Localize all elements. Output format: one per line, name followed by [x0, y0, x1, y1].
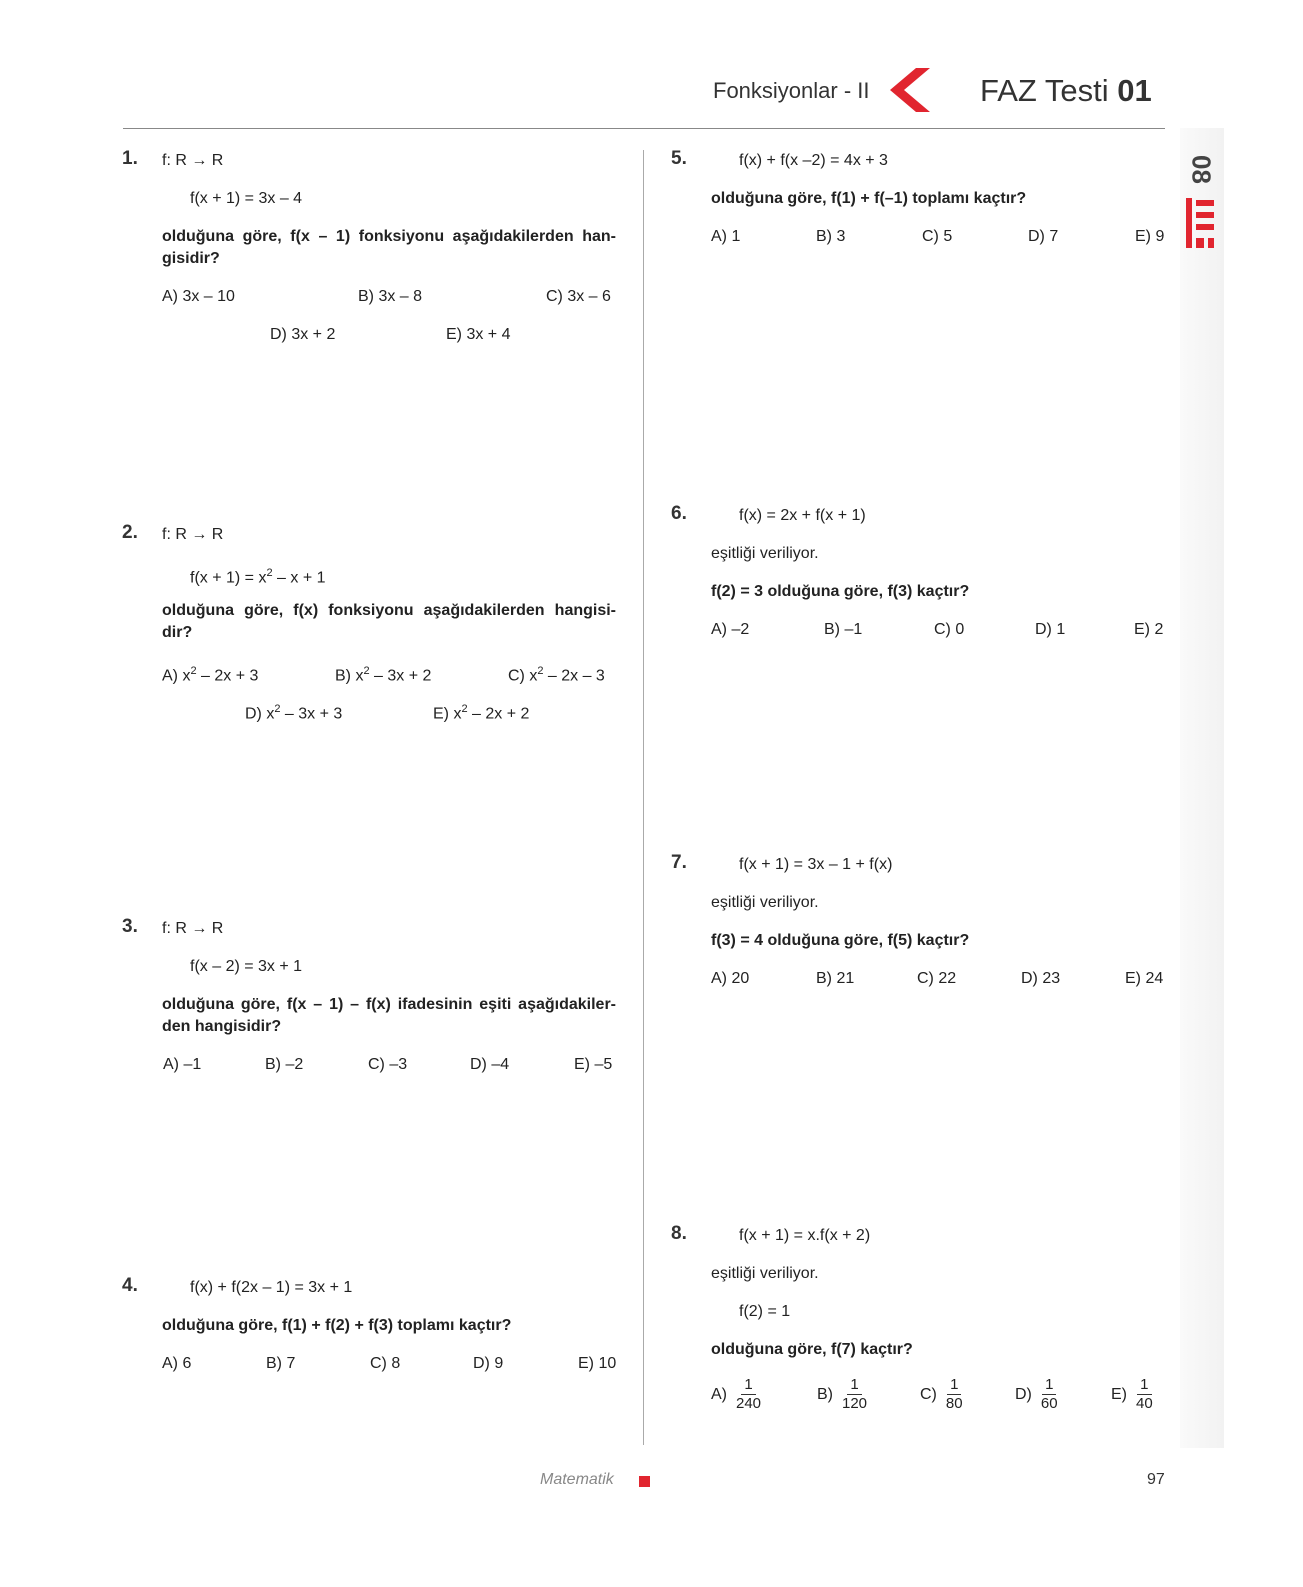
question-equation: f(x) = 2x + f(x + 1): [739, 507, 866, 524]
option-e[interactable]: E) 10: [578, 1355, 617, 1372]
side-strip: [1180, 128, 1224, 1448]
option-b[interactable]: [817, 1376, 870, 1413]
chapter-title: Fonksiyonlar - II: [713, 78, 870, 103]
option-label: E): [1111, 1385, 1127, 1403]
question-number: 4.: [122, 1275, 138, 1296]
question-equation: f(x) + f(2x – 1) = 3x + 1: [190, 1279, 353, 1296]
test-title: [980, 73, 1152, 109]
question-condition: f(2) = 1: [739, 1303, 791, 1320]
option-label: D): [1015, 1385, 1032, 1403]
page-number: 97: [1147, 1471, 1165, 1488]
option-a[interactable]: A) 6: [162, 1355, 192, 1372]
option-a[interactable]: A) 20: [711, 970, 750, 987]
option-fraction: [839, 1376, 870, 1413]
option-a[interactable]: [162, 660, 258, 687]
fraction-numerator: 1: [1042, 1376, 1056, 1395]
option-c[interactable]: C) 0: [934, 621, 965, 638]
option-exponent: 2: [274, 703, 281, 715]
option-d[interactable]: D) –4: [470, 1056, 510, 1073]
question-prompt: olduğuna göre, f(x – 1) fonksiyonu aşağıdakilerden han-gisidir?: [162, 228, 616, 267]
option-exponent: 2: [190, 665, 197, 677]
question-number: 7.: [671, 852, 687, 873]
option-rest: – 2x – 3: [543, 667, 605, 685]
option-d[interactable]: D) 9: [473, 1355, 504, 1372]
side-tag-number: 08: [1186, 155, 1217, 184]
option-d[interactable]: [245, 698, 342, 725]
option-exponent: 2: [363, 665, 370, 677]
question-number: 3.: [122, 916, 138, 937]
option-fraction: [1133, 1376, 1156, 1413]
question-prompt: olduğuna göre, f(7) kaçtır?: [711, 1341, 913, 1358]
option-b[interactable]: B) –2: [265, 1056, 304, 1073]
equation-exponent: 2: [266, 567, 273, 579]
fraction-denominator: 240: [736, 1395, 762, 1412]
fraction-numerator: 1: [847, 1376, 861, 1395]
option-rest: – 2x + 3: [196, 667, 259, 685]
question-prompt: f(3) = 4 olduğuna göre, f(5) kaçtır?: [711, 932, 970, 949]
option-base: C) x: [508, 667, 538, 685]
test-label: FAZ Testi: [980, 73, 1109, 108]
side-tag: [1186, 150, 1216, 190]
option-c[interactable]: [920, 1376, 966, 1413]
option-d[interactable]: [1015, 1376, 1061, 1413]
option-c[interactable]: C) –3: [368, 1056, 408, 1073]
option-c[interactable]: [508, 660, 605, 687]
question-given: eşitliği veriliyor.: [711, 1265, 819, 1282]
option-fraction: [1038, 1376, 1061, 1413]
fraction-numerator: 1: [1137, 1376, 1151, 1395]
option-b[interactable]: [335, 660, 431, 687]
question-equation: [190, 562, 326, 589]
option-exponent: 2: [537, 665, 544, 677]
option-c[interactable]: C) 8: [370, 1355, 401, 1372]
option-e[interactable]: E) –5: [574, 1056, 613, 1073]
question-domain: f: R → R: [162, 526, 224, 543]
column-divider: [643, 150, 644, 1445]
question-equation: f(x – 2) = 3x + 1: [190, 958, 303, 975]
option-rest: – 2x + 2: [467, 705, 530, 723]
option-d[interactable]: D) 23: [1021, 970, 1061, 987]
option-e[interactable]: E) 9: [1135, 228, 1165, 245]
option-a[interactable]: A) 1: [711, 228, 741, 245]
option-a[interactable]: [711, 1376, 764, 1413]
question-number: 6.: [671, 503, 687, 524]
option-c[interactable]: C) 3x – 6: [546, 288, 611, 305]
option-e[interactable]: E) 3x + 4: [446, 326, 511, 343]
question-prompt: olduğuna göre, f(1) + f(2) + f(3) toplamı kaçtır?: [162, 1317, 512, 1334]
option-base: A) x: [162, 667, 191, 685]
header-rule: [123, 128, 1165, 129]
fraction-numerator: 1: [741, 1376, 755, 1395]
option-b[interactable]: B) 3x – 8: [358, 288, 423, 305]
option-base: B) x: [335, 667, 364, 685]
question-prompt: olduğuna göre, f(1) + f(–1) toplamı kaçtır?: [711, 190, 1027, 207]
question-domain: f: R → R: [162, 152, 224, 169]
option-e[interactable]: E) 24: [1125, 970, 1164, 987]
brand-mark-icon: [1186, 198, 1216, 250]
option-d[interactable]: D) 7: [1028, 228, 1059, 245]
chevron-left-icon: [886, 68, 932, 112]
option-base: D) x: [245, 705, 275, 723]
question-number: 5.: [671, 148, 687, 169]
option-c[interactable]: C) 5: [922, 228, 953, 245]
question-number: 2.: [122, 522, 138, 543]
option-c[interactable]: C) 22: [917, 970, 957, 987]
question-given: eşitliği veriliyor.: [711, 894, 819, 911]
option-rest: – 3x + 2: [369, 667, 432, 685]
question-equation: f(x + 1) = 3x – 1 + f(x): [739, 856, 893, 873]
option-label: B): [817, 1385, 833, 1403]
question-prompt: olduğuna göre, f(x – 1) – f(x) ifadesinin eşiti aşağıdakiler-den hangisidir?: [162, 996, 616, 1035]
footer-course: Matematik: [540, 1471, 614, 1488]
option-d[interactable]: D) 1: [1035, 621, 1066, 638]
fraction-denominator: 40: [1136, 1395, 1153, 1412]
footer-square-icon: [639, 1476, 650, 1487]
test-number: 01: [1117, 73, 1152, 108]
option-a[interactable]: A) 3x – 10: [162, 288, 235, 305]
option-a[interactable]: A) –1: [163, 1056, 202, 1073]
option-base: E) x: [433, 705, 462, 723]
question-equation: f(x) + f(x –2) = 4x + 3: [739, 152, 888, 169]
option-label: A): [711, 1385, 727, 1403]
question-number: 1.: [122, 148, 138, 169]
option-rest: – 3x + 3: [280, 705, 343, 723]
question-number: 8.: [671, 1223, 687, 1244]
question-prompt: olduğuna göre, f(x) fonksiyonu aşağıdakilerden hangisi-dir?: [162, 602, 616, 641]
option-exponent: 2: [461, 703, 468, 715]
option-e[interactable]: [433, 698, 529, 725]
fraction-denominator: 60: [1040, 1395, 1058, 1412]
option-a[interactable]: A) –2: [711, 621, 750, 638]
fraction-denominator: 120: [842, 1395, 868, 1412]
fraction-numerator: 1: [947, 1376, 961, 1395]
option-fraction: [943, 1376, 966, 1413]
option-b[interactable]: B) 21: [816, 970, 855, 987]
option-e[interactable]: E) 2: [1134, 621, 1164, 638]
fraction-denominator: 80: [945, 1395, 963, 1412]
option-e[interactable]: [1111, 1376, 1156, 1413]
option-label: C): [920, 1385, 937, 1403]
equation-base: f(x + 1) = x: [190, 569, 267, 587]
option-fraction: [733, 1376, 764, 1413]
question-equation: f(x + 1) = 3x – 4: [190, 190, 303, 207]
option-b[interactable]: B) –1: [824, 621, 863, 638]
option-b[interactable]: B) 7: [266, 1355, 296, 1372]
question-domain: f: R → R: [162, 920, 224, 937]
option-b[interactable]: B) 3: [816, 228, 846, 245]
question-prompt: f(2) = 3 olduğuna göre, f(3) kaçtır?: [711, 583, 970, 600]
question-given: eşitliği veriliyor.: [711, 545, 819, 562]
question-equation: f(x + 1) = x.f(x + 2): [739, 1227, 871, 1244]
equation-rest: – x + 1: [272, 569, 326, 587]
option-d[interactable]: D) 3x + 2: [270, 326, 336, 343]
